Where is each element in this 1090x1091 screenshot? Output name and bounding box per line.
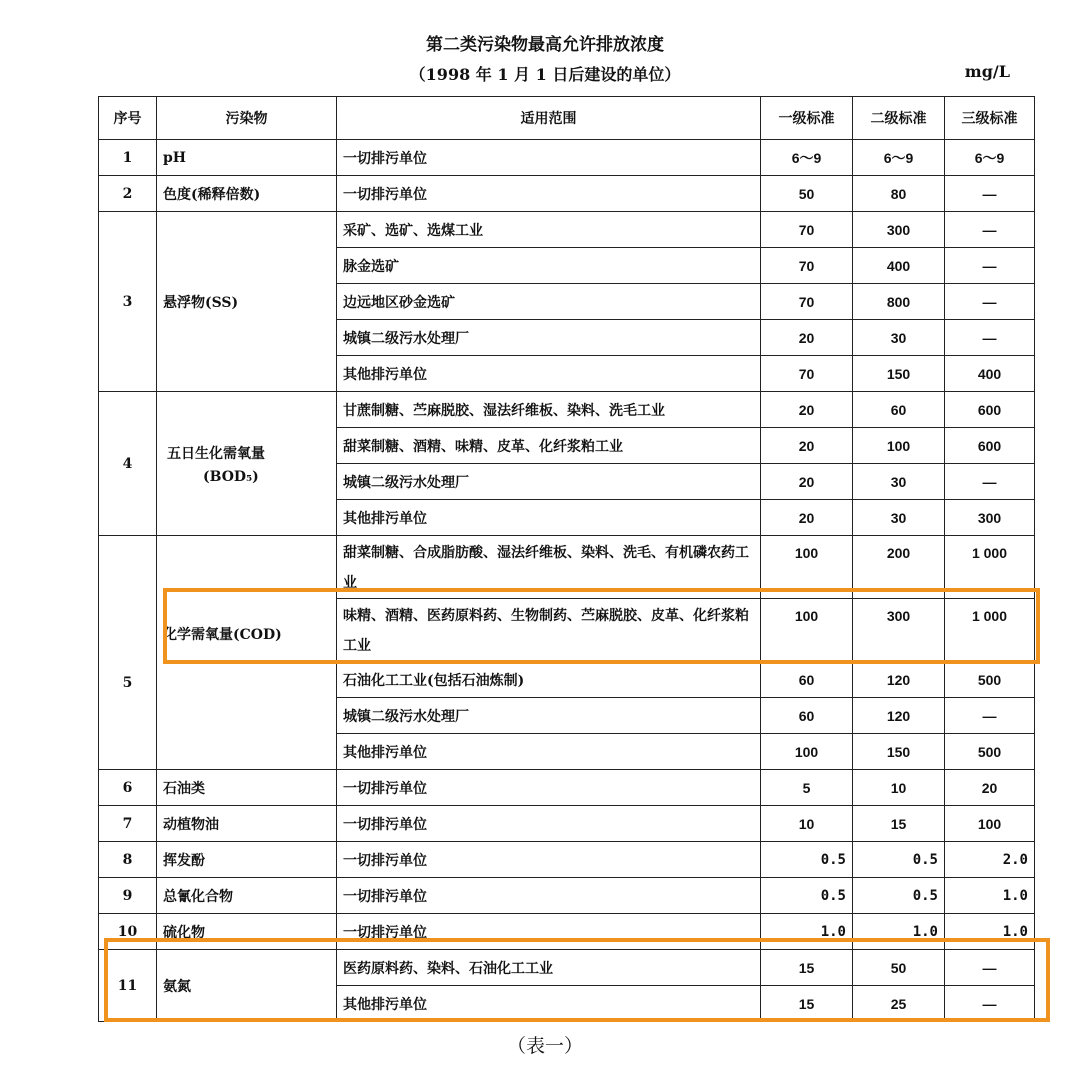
scope-cell: 味精、酒精、医药原料药、生物制药、苎麻脱胶、皮革、化纤浆粕工业 bbox=[337, 599, 761, 662]
scope-cell: 医药原料药、染料、石油化工工业 bbox=[337, 950, 761, 986]
grade1-cell: 20 bbox=[761, 320, 853, 356]
header-grade3: 三级标准 bbox=[945, 97, 1035, 140]
pollutant-name: 石油类 bbox=[157, 770, 337, 806]
grade1-cell: 1.0 bbox=[761, 914, 853, 950]
grade3-cell: — bbox=[945, 284, 1035, 320]
row-no: 5 bbox=[99, 536, 157, 770]
scope-cell: 采矿、选矿、选煤工业 bbox=[337, 212, 761, 248]
grade3-cell: — bbox=[945, 320, 1035, 356]
scope-cell: 其他排污单位 bbox=[337, 500, 761, 536]
grade3-cell: 1 000 bbox=[945, 536, 1035, 599]
grade3-cell: 600 bbox=[945, 392, 1035, 428]
table-caption: （表一） bbox=[506, 1035, 583, 1057]
pollutant-name-line1: 五日生化需氧量 bbox=[167, 445, 265, 462]
grade1-cell: 60 bbox=[761, 662, 853, 698]
pollutant-name: pH bbox=[157, 140, 337, 176]
grade1-cell: 60 bbox=[761, 698, 853, 734]
highlight-box-ammonia bbox=[104, 938, 1050, 1022]
grade1-cell: 20 bbox=[761, 392, 853, 428]
grade2-cell: 30 bbox=[853, 464, 945, 500]
table-title: 第二类污染物最高允许排放浓度 bbox=[426, 35, 664, 55]
grade3-cell: 2.0 bbox=[945, 842, 1035, 878]
row-no: 8 bbox=[99, 842, 157, 878]
scope-cell: 一切排污单位 bbox=[337, 770, 761, 806]
scope-cell: 城镇二级污水处理厂 bbox=[337, 698, 761, 734]
pollutant-table bbox=[98, 96, 1035, 1022]
grade3-cell: 100 bbox=[945, 806, 1035, 842]
grade2-cell: 400 bbox=[853, 248, 945, 284]
scope-cell: 一切排污单位 bbox=[337, 878, 761, 914]
grade2-cell: 150 bbox=[853, 356, 945, 392]
grade2-cell: 6～9 bbox=[853, 140, 945, 176]
scope-cell: 一切排污单位 bbox=[337, 914, 761, 950]
grade1-cell: 6～9 bbox=[761, 140, 853, 176]
grade3-cell: — bbox=[945, 698, 1035, 734]
grade1-cell: 15 bbox=[761, 950, 853, 986]
grade1-cell: 50 bbox=[761, 176, 853, 212]
scope-cell: 其他排污单位 bbox=[337, 986, 761, 1022]
pollutant-name-line2: (BOD₅) bbox=[203, 468, 259, 485]
grade2-cell: 200 bbox=[853, 536, 945, 599]
table-row bbox=[99, 212, 1035, 248]
grade3-cell: 6～9 bbox=[945, 140, 1035, 176]
grade3-cell: 500 bbox=[945, 734, 1035, 770]
header-scope: 适用范围 bbox=[337, 97, 761, 140]
grade2-cell: 0.5 bbox=[853, 842, 945, 878]
grade1-cell: 70 bbox=[761, 284, 853, 320]
grade2-cell: 800 bbox=[853, 284, 945, 320]
grade3-cell: 300 bbox=[945, 500, 1035, 536]
scope-cell: 脉金选矿 bbox=[337, 248, 761, 284]
grade3-cell: 400 bbox=[945, 356, 1035, 392]
grade2-cell: 25 bbox=[853, 986, 945, 1022]
grade3-cell: — bbox=[945, 176, 1035, 212]
table-row bbox=[99, 176, 1035, 212]
grade1-cell: 70 bbox=[761, 356, 853, 392]
grade3-cell: — bbox=[945, 248, 1035, 284]
grade3-cell: 500 bbox=[945, 662, 1035, 698]
grade2-cell: 30 bbox=[853, 320, 945, 356]
row-no: 3 bbox=[99, 212, 157, 392]
table-row bbox=[99, 806, 1035, 842]
scope-cell: 城镇二级污水处理厂 bbox=[337, 464, 761, 500]
grade1-cell: 20 bbox=[761, 464, 853, 500]
pollutant-name: 动植物油 bbox=[157, 806, 337, 842]
grade1-cell: 100 bbox=[761, 536, 853, 599]
pollutant-name bbox=[157, 392, 337, 536]
grade1-cell: 70 bbox=[761, 248, 853, 284]
scope-cell: 城镇二级污水处理厂 bbox=[337, 320, 761, 356]
pollutant-name: 挥发酚 bbox=[157, 842, 337, 878]
grade3-cell: 600 bbox=[945, 428, 1035, 464]
row-no: 11 bbox=[99, 950, 157, 1022]
grade1-cell: 5 bbox=[761, 770, 853, 806]
scope-cell: 石油化工工业(包括石油炼制) bbox=[337, 662, 761, 698]
grade2-cell: 300 bbox=[853, 599, 945, 662]
grade3-cell: 20 bbox=[945, 770, 1035, 806]
grade3-cell: 1.0 bbox=[945, 878, 1035, 914]
table-row bbox=[99, 878, 1035, 914]
pollutant-name: 色度(稀释倍数) bbox=[157, 176, 337, 212]
table-subtitle: （1998 年 1 月 1 日后建设的单位） bbox=[409, 65, 681, 84]
header-row bbox=[99, 97, 1035, 140]
grade3-cell: — bbox=[945, 464, 1035, 500]
grade3-cell: — bbox=[945, 212, 1035, 248]
scope-cell: 一切排污单位 bbox=[337, 140, 761, 176]
grade1-cell: 0.5 bbox=[761, 878, 853, 914]
table-row bbox=[99, 140, 1035, 176]
table-row bbox=[99, 842, 1035, 878]
grade2-cell: 80 bbox=[853, 176, 945, 212]
pollutant-name: 化学需氧量(COD) bbox=[157, 536, 337, 770]
grade2-cell: 120 bbox=[853, 662, 945, 698]
table-row bbox=[99, 392, 1035, 428]
highlight-box-cod bbox=[163, 588, 1040, 664]
row-no: 6 bbox=[99, 770, 157, 806]
grade2-cell: 10 bbox=[853, 770, 945, 806]
grade2-cell: 300 bbox=[853, 212, 945, 248]
scope-cell: 其他排污单位 bbox=[337, 356, 761, 392]
grade3-cell: — bbox=[945, 950, 1035, 986]
grade3-cell: 1.0 bbox=[945, 914, 1035, 950]
scope-cell: 甘蔗制糖、苎麻脱胶、湿法纤维板、染料、洗毛工业 bbox=[337, 392, 761, 428]
pollutant-name: 氨氮 bbox=[157, 950, 337, 1022]
row-no: 7 bbox=[99, 806, 157, 842]
grade2-cell: 120 bbox=[853, 698, 945, 734]
unit-label: mg/L bbox=[964, 62, 1010, 81]
grade2-cell: 1.0 bbox=[853, 914, 945, 950]
pollutant-name: 硫化物 bbox=[157, 914, 337, 950]
grade1-cell: 10 bbox=[761, 806, 853, 842]
grade2-cell: 0.5 bbox=[853, 878, 945, 914]
row-no: 2 bbox=[99, 176, 157, 212]
grade1-cell: 15 bbox=[761, 986, 853, 1022]
scope-cell: 甜菜制糖、酒精、味精、皮革、化纤浆粕工业 bbox=[337, 428, 761, 464]
grade2-cell: 100 bbox=[853, 428, 945, 464]
grade2-cell: 50 bbox=[853, 950, 945, 986]
scope-cell: 一切排污单位 bbox=[337, 842, 761, 878]
row-no: 1 bbox=[99, 140, 157, 176]
grade2-cell: 15 bbox=[853, 806, 945, 842]
scope-cell: 甜菜制糖、合成脂肪酸、湿法纤维板、染料、洗毛、有机磷农药工业 bbox=[337, 536, 761, 599]
grade2-cell: 30 bbox=[853, 500, 945, 536]
grade3-cell: — bbox=[945, 986, 1035, 1022]
scope-cell: 一切排污单位 bbox=[337, 806, 761, 842]
scope-cell: 边远地区砂金选矿 bbox=[337, 284, 761, 320]
pollutant-name: 悬浮物(SS) bbox=[157, 212, 337, 392]
header-grade2: 二级标准 bbox=[853, 97, 945, 140]
grade1-cell: 20 bbox=[761, 500, 853, 536]
grade3-cell: 1 000 bbox=[945, 599, 1035, 662]
grade1-cell: 0.5 bbox=[761, 842, 853, 878]
header-grade1: 一级标准 bbox=[761, 97, 853, 140]
grade1-cell: 70 bbox=[761, 212, 853, 248]
row-no: 9 bbox=[99, 878, 157, 914]
grade1-cell: 100 bbox=[761, 734, 853, 770]
grade1-cell: 100 bbox=[761, 599, 853, 662]
header-no: 序号 bbox=[99, 97, 157, 140]
grade1-cell: 20 bbox=[761, 428, 853, 464]
scope-cell: 其他排污单位 bbox=[337, 734, 761, 770]
pollutant-name: 总氰化合物 bbox=[157, 878, 337, 914]
grade2-cell: 150 bbox=[853, 734, 945, 770]
scope-cell: 一切排污单位 bbox=[337, 176, 761, 212]
table-row bbox=[99, 770, 1035, 806]
grade2-cell: 60 bbox=[853, 392, 945, 428]
row-no: 4 bbox=[99, 392, 157, 536]
header-pollutant: 污染物 bbox=[157, 97, 337, 140]
row-no: 10 bbox=[99, 914, 157, 950]
